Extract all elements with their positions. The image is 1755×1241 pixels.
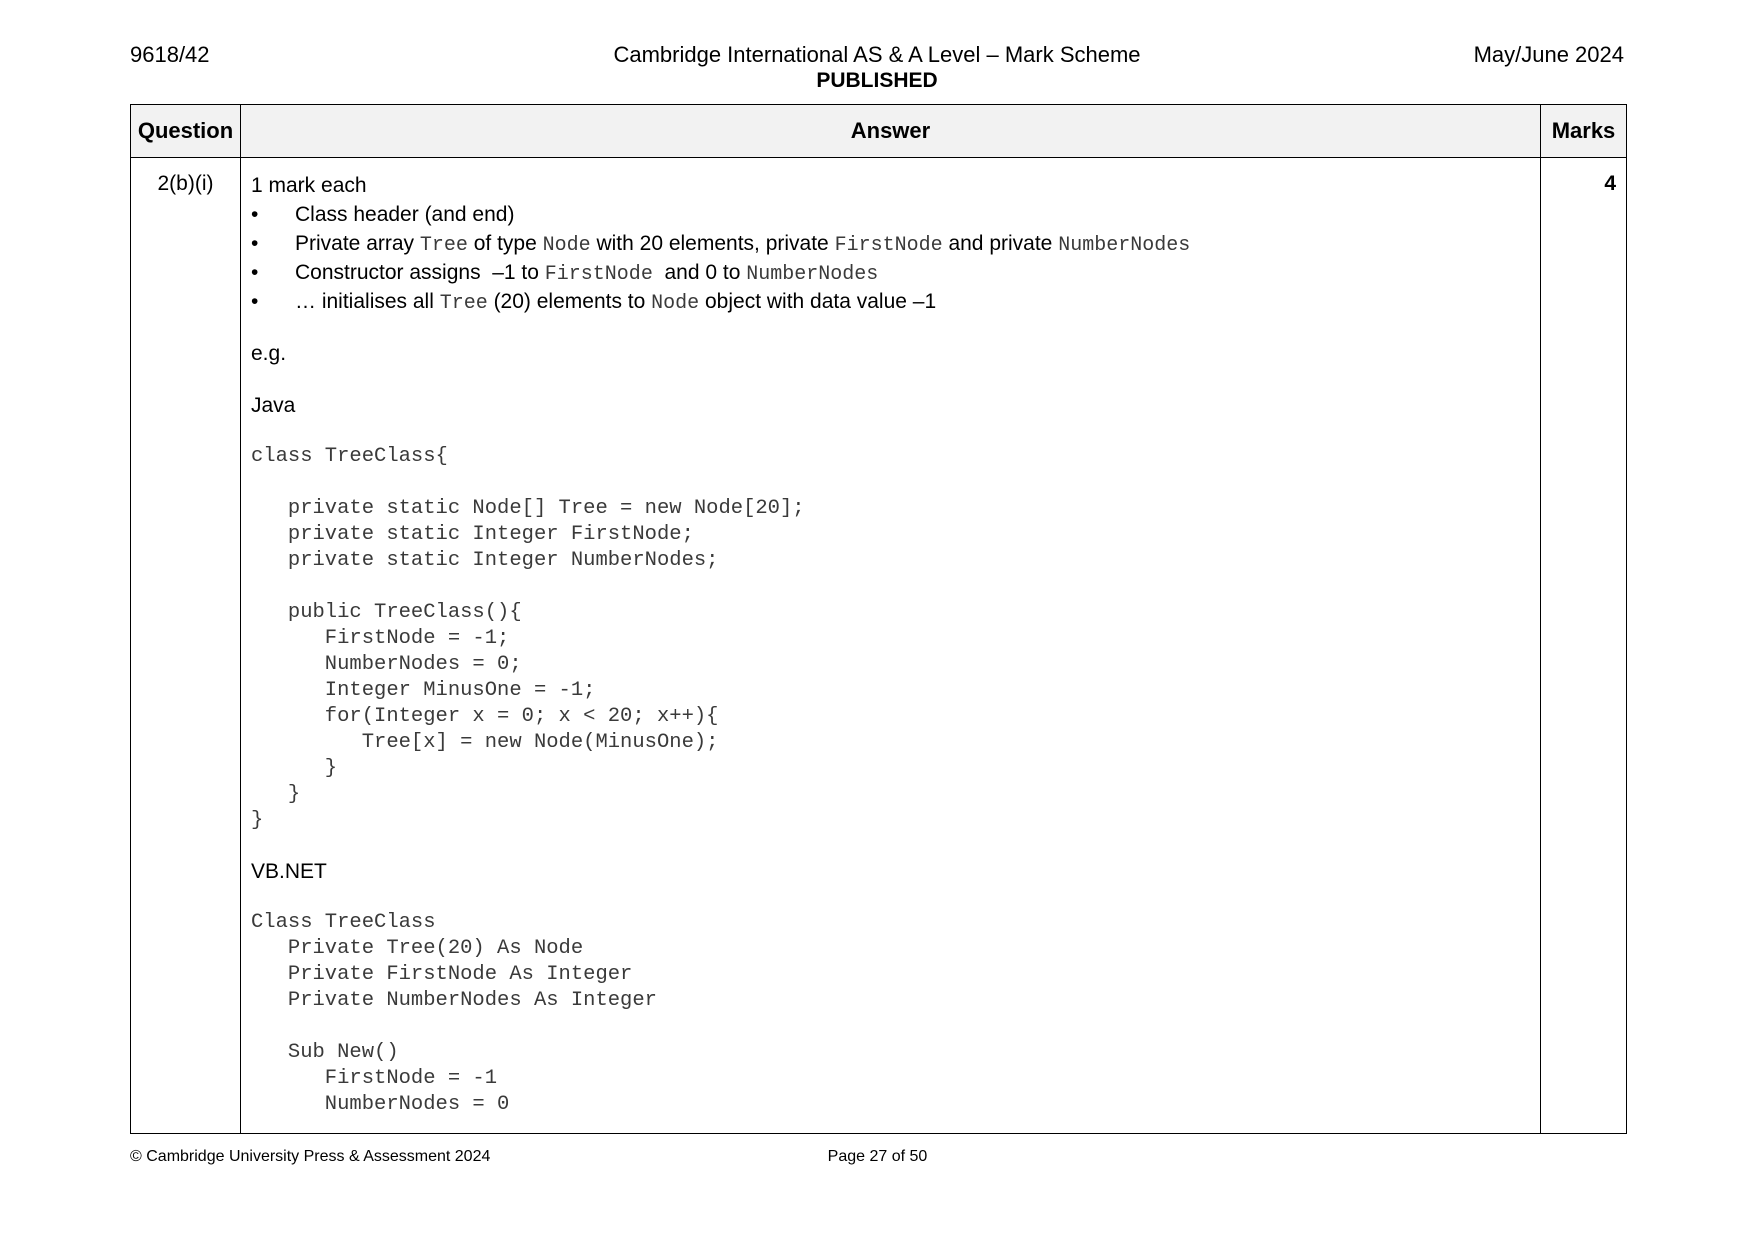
page-number: Page 27 of 50 xyxy=(827,1148,928,1165)
marking-point: • Constructor assigns –1 to FirstNode and 0 to NumberNodes xyxy=(251,258,1530,287)
vbnet-label: VB.NET xyxy=(251,860,327,883)
table-header-row xyxy=(131,105,1627,158)
code-term: FirstNode xyxy=(834,234,943,257)
page-header xyxy=(130,42,1624,102)
java-code: class TreeClass{ private static Node[] Tree = new Node[20]; private static Integer FirstNode; private static Integer NumberNodes; public TreeClass(){ FirstNode = -1; NumberNodes = 0; Integer MinusOne = -1; for(Integer x = 0; x < 20; x++){ Tree[x] = new Node(MinusOne); } } } xyxy=(251,445,805,832)
mark-allocation: 1 mark each xyxy=(251,174,367,197)
mark-scheme-table xyxy=(130,104,1627,1134)
marking-point: • Private array Tree of type Node with 20 elements, private FirstNode and private NumberNodes xyxy=(251,229,1530,258)
code-term: Node xyxy=(651,292,700,315)
vbnet-code: Class TreeClass Private Tree(20) As Node Private FirstNode As Integer Private NumberNodes As Integer Sub New() FirstNode = -1 NumberNodes = 0 xyxy=(251,911,657,1116)
question-number: 2(b)(i) xyxy=(131,158,241,1134)
code-term: Node xyxy=(542,234,591,257)
paper-code: 9618/42 xyxy=(130,42,210,67)
table-row xyxy=(131,158,1627,1134)
example-label: e.g. xyxy=(251,342,287,365)
marking-point: • … initialises all Tree (20) elements to Node object with data value –1 xyxy=(251,287,1530,316)
column-header-answer: Answer xyxy=(241,105,1541,158)
answer-cell xyxy=(241,158,1541,1134)
code-term: FirstNode xyxy=(544,263,653,286)
column-header-question: Question xyxy=(131,105,241,158)
code-term: NumberNodes xyxy=(1058,234,1191,257)
copyright: © Cambridge University Press & Assessment 2024 xyxy=(130,1148,491,1165)
marking-points xyxy=(251,200,1530,316)
code-term: NumberNodes xyxy=(746,263,879,286)
code-term: Tree xyxy=(419,234,468,257)
document-title: Cambridge International AS & A Level – Mark Scheme xyxy=(613,42,1141,67)
marking-point: • Class header (and end) xyxy=(251,200,1530,229)
code-term: Tree xyxy=(439,292,488,315)
marks-value: 4 xyxy=(1541,158,1627,1134)
java-label: Java xyxy=(251,394,296,417)
column-header-marks: Marks xyxy=(1541,105,1627,158)
published-label: PUBLISHED xyxy=(816,69,938,92)
exam-session: May/June 2024 xyxy=(1473,42,1624,67)
